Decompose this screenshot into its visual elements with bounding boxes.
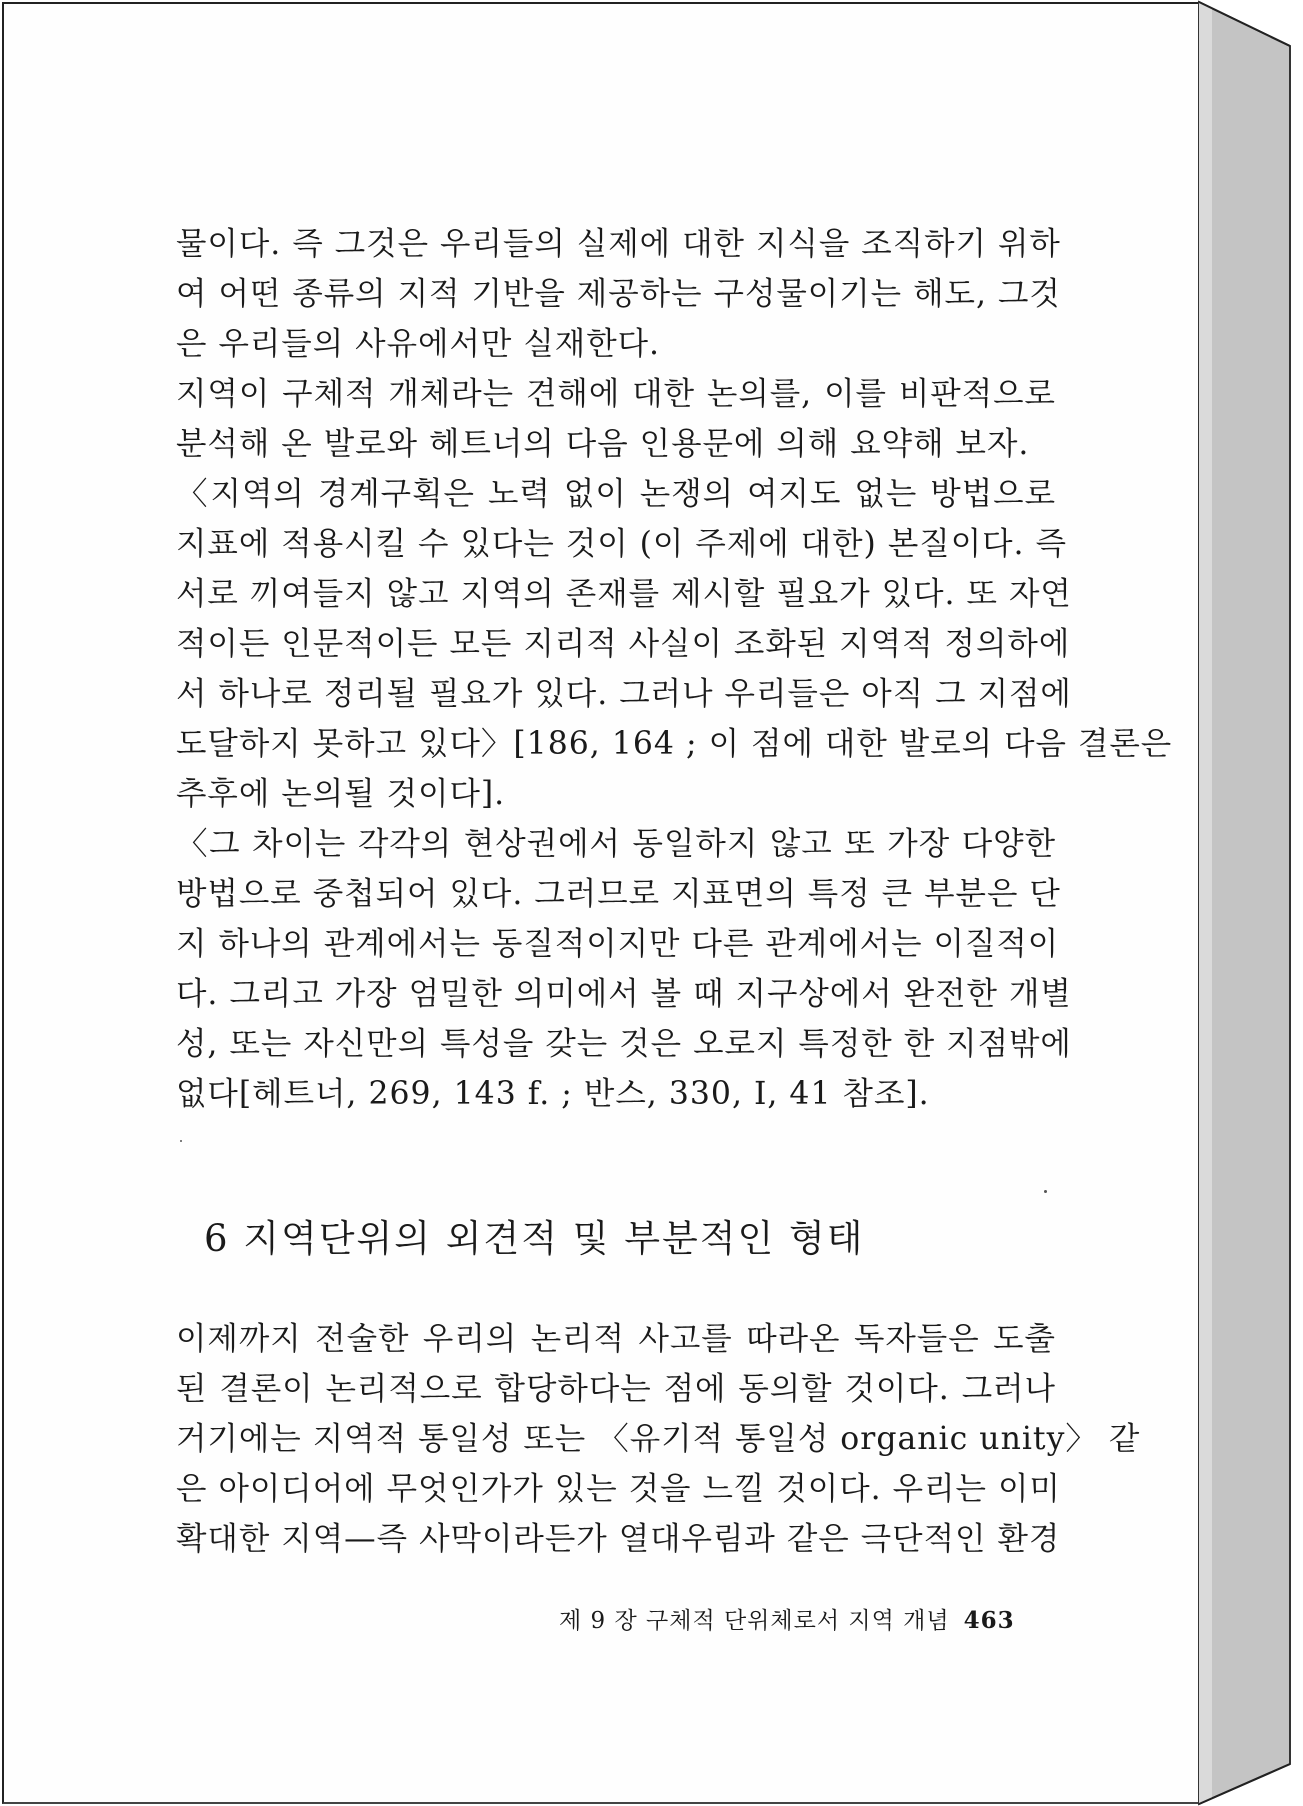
body-text-line: 분석해 온 발로와 헤트너의 다음 인용문에 의해 요약해 보자. (176, 426, 1030, 462)
body-text-line: 적이든 인문적이든 모든 지리적 사실이 조화된 지역적 정의하에 (176, 626, 1071, 662)
body-text-line: 다. 그리고 가장 엄밀한 의미에서 볼 때 지구상에서 완전한 개별 (176, 976, 1072, 1012)
body-text-line: 서 하나로 정리될 필요가 있다. 그러나 우리들은 아직 그 지점에 (176, 676, 1072, 712)
body-text-line: 〈지역의 경계구획은 노력 없이 논쟁의 여지도 없는 방법으로 (176, 476, 1056, 512)
body-text-line: 추후에 논의될 것이다]. (176, 776, 506, 812)
body-text-line: 지 하나의 관계에서는 동질적이지만 다른 관계에서는 이질적이 (176, 926, 1060, 962)
body-text-line: 〈그 차이는 각각의 현상권에서 동일하지 않고 또 가장 다양한 (176, 826, 1056, 862)
footer-chapter-title: 제 9 장 구체적 단위체로서 지역 개념 (559, 1608, 950, 1634)
body-text-line: 이제까지 전술한 우리의 논리적 사고를 따라온 독자들은 도출 (176, 1321, 1056, 1357)
body-text-line: 된 결론이 논리적으로 합당하다는 점에 동의할 것이다. 그러나 (176, 1371, 1056, 1407)
body-text-line: 은 우리들의 사유에서만 실재한다. (176, 326, 661, 362)
body-text-line: 도달하지 못하고 있다〉[186, 164 ; 이 점에 대한 발로의 다음 결론은 (176, 726, 1173, 762)
body-text-line: 지역이 구체적 개체라는 견해에 대한 논의를, 이를 비판적으로 (176, 376, 1056, 412)
body-text-line: 거기에는 지역적 통일성 또는 〈유기적 통일성 organic unity〉 같 (176, 1421, 1141, 1457)
body-text-line: 여 어떤 종류의 지적 기반을 제공하는 구성물이기는 해도, 그것 (176, 276, 1061, 312)
body-text-line: 지표에 적용시킬 수 있다는 것이 (이 주제에 대한) 본질이다. 즉 (176, 526, 1068, 562)
page-stack-side (1199, 2, 1290, 1804)
body-text-line: 확대한 지역—즉 사막이라든가 열대우림과 같은 극단적인 환경 (176, 1521, 1061, 1557)
section-heading: 6 지역단위의 외견적 및 부분적인 형태 (204, 1217, 865, 1260)
page-stack-highlight (1199, 2, 1212, 1804)
body-text-line: 은 아이디어에 무엇인가가 있는 것을 느낄 것이다. 우리는 이미 (176, 1471, 1061, 1507)
body-text-line: 서로 끼여들지 않고 지역의 존재를 제시할 필요가 있다. 또 자연 (176, 576, 1072, 612)
body-text-line: 방법으로 중첩되어 있다. 그러므로 지표면의 특정 큰 부분은 단 (176, 876, 1061, 912)
body-text-line: 성, 또는 자신만의 특성을 갖는 것은 오로지 특정한 한 지점밖에 (176, 1026, 1072, 1062)
body-text-line: 물이다. 즉 그것은 우리들의 실제에 대한 지식을 조직하기 위하 (176, 226, 1061, 262)
body-text-line: 없다[헤트너, 269, 143 f. ; 반스, 330, Ⅰ, 41 참조]. (176, 1076, 930, 1112)
page-number: 463 (963, 1607, 1015, 1634)
